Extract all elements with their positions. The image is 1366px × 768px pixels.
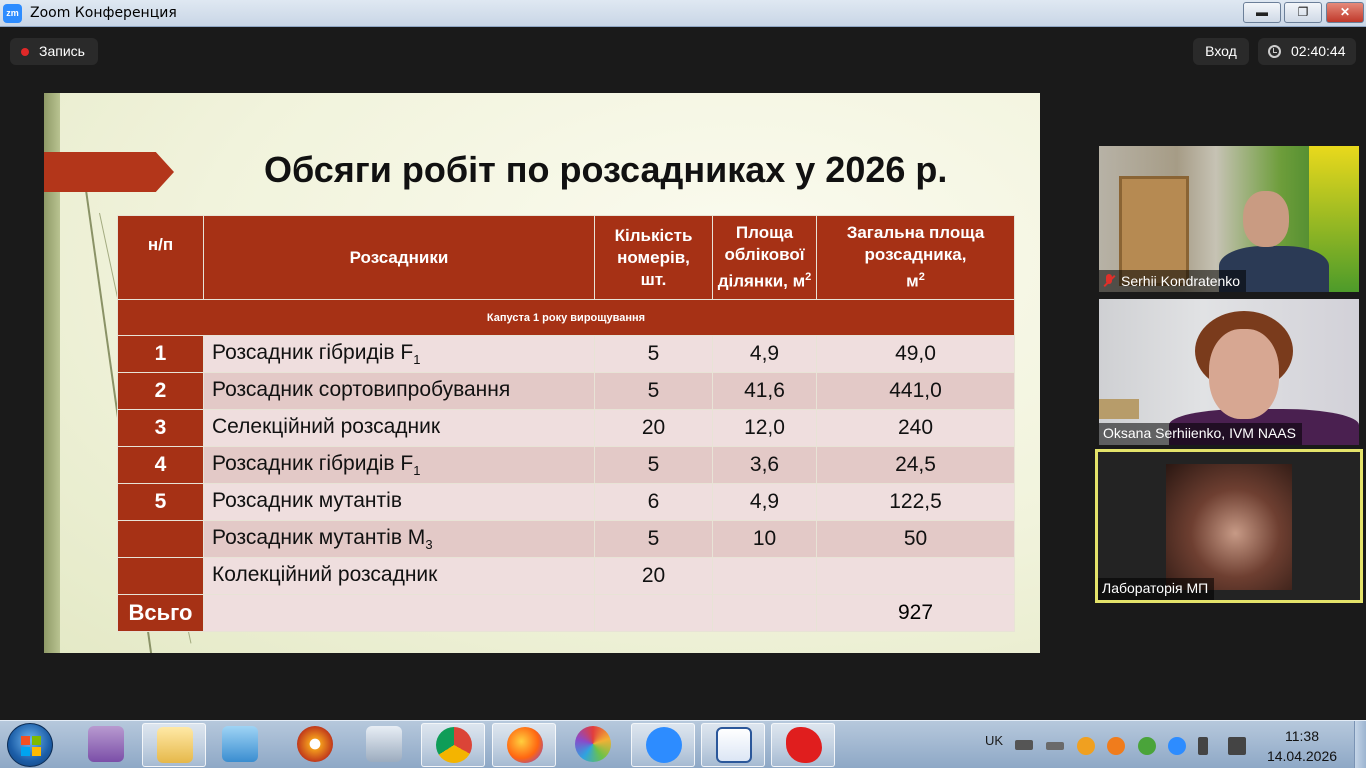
row-count: 5 — [595, 521, 713, 558]
row-count: 6 — [595, 484, 713, 521]
row-number: 1 — [118, 336, 204, 373]
clock-icon — [1268, 45, 1281, 58]
taskbar-media-player[interactable] — [208, 723, 272, 767]
group-label: Капуста 1 року вирощування — [118, 300, 1015, 336]
participant-name: Лабораторія МП — [1098, 578, 1214, 600]
participant-tile[interactable] — [1099, 146, 1359, 292]
row-nursery-name — [204, 521, 595, 558]
row-number — [118, 521, 204, 558]
total-cell-empty — [595, 595, 713, 632]
row-plot-area: 3,6 — [713, 447, 817, 484]
row-number: 5 — [118, 484, 204, 521]
participant-name — [1099, 270, 1246, 292]
nursery-table — [117, 215, 1015, 632]
row-plot-area — [713, 558, 817, 595]
table-row — [118, 558, 1015, 595]
row-total-area: 49,0 — [817, 336, 1015, 373]
row-plot-area: 41,6 — [713, 373, 817, 410]
shared-screen-slide — [44, 93, 1040, 653]
taskbar-file-explorer[interactable] — [142, 723, 206, 767]
row-plot-area: 4,9 — [713, 336, 817, 373]
mic-muted-icon — [1103, 274, 1115, 288]
total-value: 927 — [817, 595, 1015, 632]
header-total-line: Загальна площа — [846, 223, 985, 243]
recording-label: Запись — [39, 43, 85, 59]
row-total-area: 441,0 — [817, 373, 1015, 410]
participant-video — [1166, 464, 1292, 590]
network-icon[interactable] — [1228, 737, 1246, 755]
close-button[interactable]: ✕ — [1326, 2, 1364, 23]
keyboard-icon[interactable] — [1015, 740, 1033, 750]
window-title: Zoom Конференция — [30, 5, 177, 21]
row-name-subscript: 1 — [413, 463, 421, 479]
volume-icon[interactable] — [1198, 737, 1208, 755]
row-name-text: Селекційний розсадник — [212, 414, 441, 438]
row-count: 5 — [595, 336, 713, 373]
slide-arrow-shape — [44, 152, 174, 192]
window-titlebar — [0, 0, 1366, 27]
row-nursery-name — [204, 558, 595, 595]
row-count: 5 — [595, 373, 713, 410]
table-row — [118, 373, 1015, 410]
picasa-icon — [575, 726, 611, 762]
row-number: 3 — [118, 410, 204, 447]
row-total-area: 50 — [817, 521, 1015, 558]
row-count: 5 — [595, 447, 713, 484]
table-row — [118, 336, 1015, 373]
avast-icon[interactable] — [1107, 737, 1125, 755]
table-row — [118, 484, 1015, 521]
row-name-text: Розсадник гібридів F — [212, 340, 414, 364]
start-button[interactable] — [7, 723, 53, 767]
maximize-button[interactable]: ❐ — [1284, 2, 1322, 23]
taskbar-zoom[interactable] — [631, 723, 695, 767]
update-arrow-icon[interactable] — [1077, 737, 1095, 755]
recording-indicator[interactable] — [10, 38, 98, 65]
row-total-area: 24,5 — [817, 447, 1015, 484]
row-name-text: Колекційний розсадник — [212, 562, 438, 586]
chrome-icon — [436, 727, 472, 763]
header-total-line: розсадника, — [864, 245, 967, 265]
header-plot-line: Площа — [735, 223, 794, 243]
row-number: 2 — [118, 373, 204, 410]
word-icon — [716, 727, 752, 763]
clock-date: 14.04.2026 — [1266, 748, 1338, 764]
header-count-line: номерів, — [617, 247, 690, 267]
show-desktop-button[interactable] — [1354, 721, 1366, 768]
taskbar-firefox[interactable] — [492, 723, 556, 767]
zoom-tray-icon[interactable] — [1168, 737, 1186, 755]
taskbar-chrome[interactable] — [421, 723, 485, 767]
taskbar-paint-app[interactable] — [771, 723, 835, 767]
taskbar-security-app[interactable] — [283, 723, 347, 767]
zoom-app-icon: zm — [3, 4, 22, 23]
row-plot-area: 10 — [713, 521, 817, 558]
total-cell-empty — [713, 595, 817, 632]
background-picture — [1099, 399, 1139, 419]
row-nursery-name — [204, 447, 595, 484]
calculator-icon — [366, 726, 402, 762]
taskbar-word[interactable] — [701, 723, 765, 767]
record-dot-icon — [21, 48, 29, 56]
row-nursery-name — [204, 373, 595, 410]
header-total-area — [817, 216, 1015, 300]
header-count-line: Кількість — [614, 225, 693, 245]
system-clock[interactable] — [1262, 726, 1342, 766]
slide-title: Обсяги робіт по розсадниках у 2026 р. — [264, 149, 948, 190]
row-total-area: 122,5 — [817, 484, 1015, 521]
row-count: 20 — [595, 410, 713, 447]
taskbar-picasa[interactable] — [561, 723, 625, 767]
row-number — [118, 558, 204, 595]
utorrent-icon[interactable] — [1138, 737, 1156, 755]
row-number: 4 — [118, 447, 204, 484]
meeting-timer — [1258, 38, 1356, 65]
floppy-icon — [88, 726, 124, 762]
row-name-subscript: 3 — [425, 537, 433, 553]
zoom-icon — [646, 727, 682, 763]
network-dongle-icon[interactable] — [1046, 742, 1064, 750]
row-nursery-name — [204, 336, 595, 373]
row-nursery-name — [204, 410, 595, 447]
header-plot-line: облікової — [724, 245, 805, 265]
participant-tile[interactable] — [1099, 299, 1359, 445]
row-plot-area: 4,9 — [713, 484, 817, 521]
security-app-icon — [297, 726, 333, 762]
header-num: н/п — [118, 216, 204, 300]
row-name-text: Розсадник сортовипробування — [212, 377, 511, 401]
total-label: Всьго — [118, 595, 204, 632]
elapsed-time: 02:40:44 — [1291, 43, 1346, 59]
language-indicator[interactable]: UK — [985, 733, 1004, 748]
firefox-icon — [507, 727, 543, 763]
group-row — [118, 300, 1015, 336]
total-cell-empty — [204, 595, 595, 632]
header-total-line: м — [906, 271, 919, 291]
row-total-area — [817, 558, 1015, 595]
total-row — [118, 595, 1015, 632]
view-button[interactable]: Вход — [1193, 38, 1249, 65]
taskbar-calculator[interactable] — [352, 723, 416, 767]
row-plot-area: 12,0 — [713, 410, 817, 447]
media-player-icon — [222, 726, 258, 762]
participant-name: Oksana Serhiienko, IVM NAAS — [1099, 423, 1302, 445]
header-plot-area — [713, 216, 817, 300]
table-row — [118, 410, 1015, 447]
row-name-text: Розсадник мутантів М — [212, 525, 426, 549]
minimize-button[interactable]: ▬ — [1243, 2, 1281, 23]
table-header-row — [118, 216, 1015, 300]
participant-name-text: Serhii Kondratenko — [1121, 273, 1241, 289]
clock-time: 11:38 — [1285, 728, 1319, 744]
paint-splash-icon — [786, 727, 822, 763]
row-name-text: Розсадник гібридів F — [212, 451, 414, 475]
windows-taskbar — [0, 720, 1366, 768]
participant-tile-active-speaker[interactable] — [1095, 449, 1363, 603]
meeting-top-bar — [0, 27, 1366, 77]
taskbar-save-app[interactable] — [74, 723, 138, 767]
header-count-line: шт. — [640, 269, 667, 289]
table-row — [118, 447, 1015, 484]
row-count: 20 — [595, 558, 713, 595]
participant-video — [1209, 329, 1279, 419]
header-count — [595, 216, 713, 300]
row-name-subscript: 1 — [413, 352, 421, 368]
folder-icon — [157, 727, 193, 763]
header-total-sup: 2 — [918, 271, 925, 284]
windows-logo-icon — [21, 736, 41, 756]
table-row — [118, 521, 1015, 558]
header-name: Розсадники — [204, 216, 595, 300]
header-plot-sup: 2 — [805, 271, 812, 284]
row-name-text: Розсадник мутантів — [212, 488, 402, 512]
row-total-area: 240 — [817, 410, 1015, 447]
row-nursery-name — [204, 484, 595, 521]
header-plot-line: ділянки, м — [717, 271, 806, 291]
